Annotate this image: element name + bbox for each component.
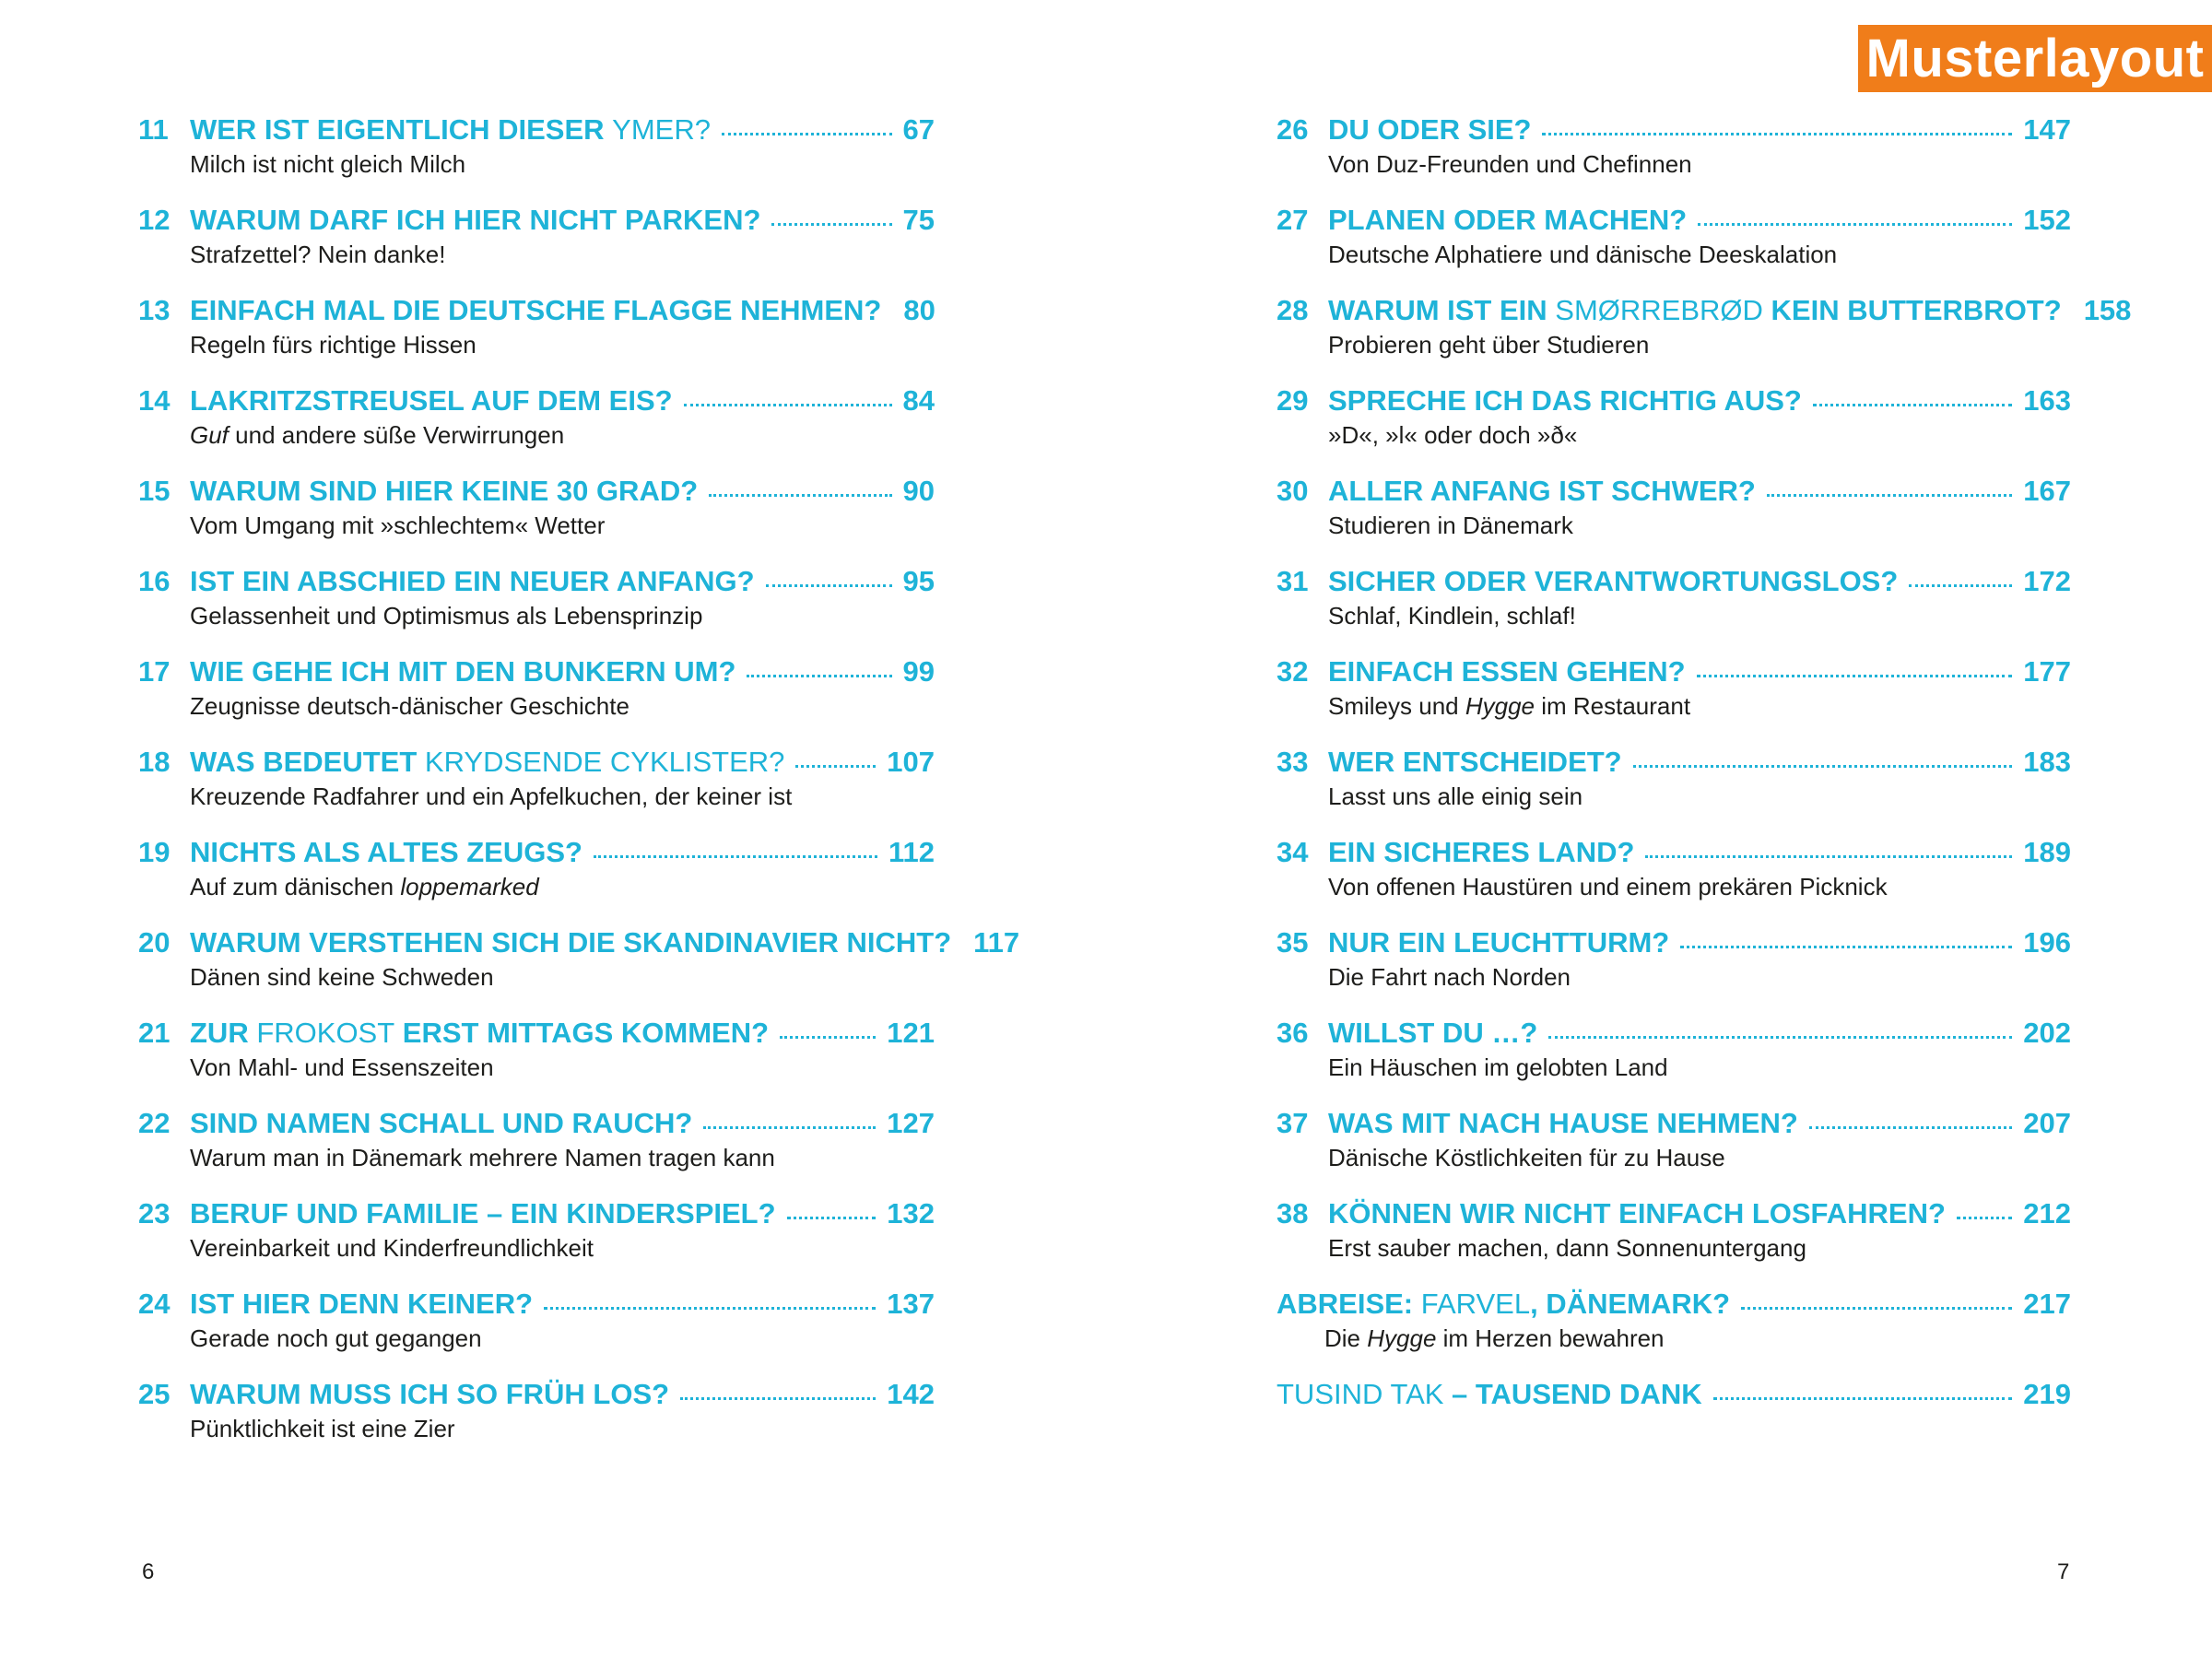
toc-entry-heading [1277,289,2132,332]
toc-entry[interactable] [138,1373,1097,1464]
dot-leader [771,222,891,226]
dot-leader [1645,854,2012,858]
toc-entry-heading [138,1373,935,1416]
chapter-page-number: 183 [2023,746,2071,778]
toc-entry[interactable] [1277,109,2071,199]
chapter-subtitle [190,511,605,540]
chapter-title-segment: YMER? [612,113,711,146]
toc-entry-heading [1277,1373,2071,1416]
chapter-page-number: 196 [2023,926,2071,959]
chapter-title [190,380,673,422]
chapter-subtitle [190,420,564,450]
toc-entry-heading [1277,1193,2071,1235]
dot-leader [1697,674,2013,677]
chapter-subtitle-segment: Smileys und [1328,692,1465,720]
toc-entry[interactable] [1277,289,2132,380]
chapter-page-number: 142 [887,1378,935,1410]
chapter-subtitle-segment: Die Fahrt nach Norden [1328,963,1571,991]
chapter-title-segment: PLANEN ODER MACHEN? [1328,204,1688,236]
toc-entry-heading [138,289,935,332]
toc-entry-heading [1277,1283,2071,1325]
chapter-subtitle-segment: Hygge [1367,1324,1437,1352]
chapter-title [190,560,755,603]
toc-entry[interactable] [1277,741,2071,831]
toc-entry[interactable] [1277,199,2071,289]
toc-entry[interactable] [138,470,1097,560]
dot-leader [1909,583,2012,587]
chapter-title [1328,1012,1537,1054]
chapter-page-number: 90 [902,475,935,507]
dot-leader [1957,1216,2012,1219]
dot-leader [1809,1125,2012,1129]
chapter-subtitle-segment: loppemarked [400,873,539,900]
page-number-right: 7 [2057,1559,2070,1584]
toc-entry[interactable] [138,1283,1097,1373]
dot-leader [1741,1306,2012,1310]
chapter-number: 22 [138,1107,171,1139]
chapter-title [190,289,881,332]
chapter-title [190,831,582,874]
chapter-page-number: 189 [2023,836,2071,868]
dot-leader [780,1035,876,1039]
chapter-title-segment: KÖNNEN WIR NICHT EINFACH LOSFAHREN? [1328,1197,1946,1230]
chapter-subtitle-segment: Pünktlichkeit ist eine Zier [190,1415,455,1442]
dot-leader [1698,222,2012,226]
chapter-number: 24 [138,1288,171,1320]
toc-entry[interactable] [1277,651,2071,741]
chapter-page-number: 121 [887,1017,935,1049]
chapter-subtitle-segment: Hygge [1465,692,1535,720]
chapter-subtitle [190,872,539,901]
dot-leader [684,403,892,406]
toc-entry[interactable] [1277,380,2071,470]
chapter-subtitle [1328,601,1576,630]
dot-leader [709,493,891,497]
chapter-page-number: 84 [902,384,935,417]
chapter-title [190,922,951,964]
chapter-subtitle [190,1053,494,1082]
chapter-subtitle [190,240,446,269]
chapter-title [1277,1373,1702,1416]
chapter-subtitle-segment: Regeln fürs richtige Hissen [190,331,477,359]
chapter-subtitle-segment: Studieren in Dänemark [1328,512,1573,539]
chapter-number: 15 [138,475,171,507]
chapter-number: 29 [1277,384,1309,417]
toc-entry-heading [1277,470,2071,512]
chapter-number: 13 [138,294,171,326]
toc-entry-heading [138,1193,935,1235]
chapter-title-segment: EIN SICHERES LAND? [1328,836,1635,868]
chapter-title [190,1283,533,1325]
chapter-subtitle [1324,1324,1665,1353]
chapter-title [1328,831,1634,874]
dot-leader [1542,132,2012,135]
chapter-page-number: 167 [2023,475,2071,507]
chapter-title-segment: DU ODER SIE? [1328,113,1532,146]
chapter-title [190,1373,669,1416]
toc-entry[interactable] [1277,1102,2071,1193]
chapter-subtitle-segment: Vom Umgang mit »schlechtem« Wetter [190,512,606,539]
chapter-title-segment: WARUM IST EIN [1328,294,1556,326]
chapter-number: 23 [138,1197,171,1230]
toc-entry-heading [1277,199,2071,241]
chapter-title-segment: FARVEL [1420,1288,1531,1320]
chapter-number: 26 [1277,113,1309,146]
chapter-title-segment: EINFACH ESSEN GEHEN? [1328,655,1686,688]
chapter-page-number: 202 [2023,1017,2071,1049]
chapter-subtitle-segment: Von Mahl- und Essenszeiten [190,1053,494,1081]
chapter-title [190,741,784,783]
toc-entry-heading [138,1102,935,1145]
chapter-subtitle-segment: Probieren geht über Studieren [1328,331,1650,359]
toc-entry[interactable] [1277,922,2071,1012]
toc-entry-heading [138,1012,935,1054]
chapter-title-segment: SMØRREBRØD [1555,294,1763,326]
chapter-title-segment: ALLER ANFANG IST SCHWER? [1328,475,1756,507]
chapter-subtitle [190,330,477,359]
dot-leader [703,1125,876,1129]
chapter-subtitle-segment: Auf zum dänischen [190,873,401,900]
dot-leader [747,674,891,677]
chapter-title-segment: NICHTS ALS ALTES ZEUGS? [190,836,582,868]
chapter-subtitle [1328,420,1577,450]
toc-entry-heading [1277,1102,2071,1145]
page-number-left: 6 [142,1559,155,1584]
chapter-title-segment: SPRECHE ICH DAS RICHTIG AUS? [1328,384,1802,417]
dot-leader [1813,403,2012,406]
toc-entry-heading [138,922,1020,964]
chapter-title [190,1102,692,1145]
toc-entry-heading [1277,1012,2071,1054]
chapter-title-segment: WARUM DARF ICH HIER NICHT PARKEN? [190,204,761,236]
chapter-subtitle-segment: Gerade noch gut gegangen [190,1324,482,1352]
chapter-page-number: 127 [887,1107,935,1139]
toc-entry-heading [138,380,935,422]
chapter-subtitle [190,149,465,179]
chapter-title [190,470,698,512]
chapter-title-segment: WARUM VERSTEHEN SICH DIE SKANDINAVIER NICHT? [190,926,952,959]
chapter-subtitle-segment: Deutsche Alphatiere und dänische Deeskalation [1328,241,1838,268]
chapter-page-number: 163 [2023,384,2071,417]
chapter-subtitle [1328,1143,1725,1172]
toc-entry[interactable] [1277,470,2071,560]
chapter-subtitle-segment: und andere süße Verwirrungen [228,421,565,449]
chapter-subtitle-segment: Dänische Köstlichkeiten für zu Hause [1328,1144,1725,1171]
chapter-subtitle [1328,240,1837,269]
chapter-number: 36 [1277,1017,1309,1049]
chapter-subtitle [190,962,494,992]
chapter-subtitle-segment: Dänen sind keine Schweden [190,963,494,991]
chapter-subtitle-segment: Milch ist nicht gleich Milch [190,150,466,178]
toc-entry[interactable] [1277,560,2071,651]
toc-entry-heading [1277,741,2071,783]
chapter-title [1277,1283,1730,1325]
chapter-title-segment: WILLST DU …? [1328,1017,1538,1049]
dot-leader [722,132,892,135]
chapter-subtitle-segment: Erst sauber machen, dann Sonnenuntergang [1328,1234,1806,1262]
chapter-page-number: 137 [887,1288,935,1320]
chapter-title-segment: IST EIN ABSCHIED EIN NEUER ANFANG? [190,565,755,597]
toc-entry-heading [138,1283,935,1325]
chapter-number: 14 [138,384,171,417]
chapter-title-segment: WIE GEHE ICH MIT DEN BUNKERN UM? [190,655,736,688]
chapter-subtitle-segment: Warum man in Dänemark mehrere Namen tragen kann [190,1144,775,1171]
chapter-title-segment: IST HIER DENN KEINER? [190,1288,534,1320]
chapter-number: 19 [138,836,171,868]
chapter-title [1328,109,1531,151]
toc-entry[interactable] [138,741,1097,831]
chapter-subtitle-segment: Zeugnisse deutsch-dänischer Geschichte [190,692,629,720]
chapter-page-number: 107 [887,746,935,778]
toc-right-column [1277,109,2132,1464]
chapter-subtitle-segment: Strafzettel? Nein danke! [190,241,446,268]
chapter-title [1328,380,1802,422]
chapter-title-segment: EINFACH MAL DIE DEUTSCHE FLAGGE NEHMEN? [190,294,882,326]
dot-leader [787,1216,877,1219]
toc-entry-heading [138,470,935,512]
chapter-number: 16 [138,565,171,597]
toc-entry[interactable] [138,922,1097,1012]
chapter-subtitle [190,1324,482,1353]
chapter-subtitle-segment: Ein Häuschen im gelobten Land [1328,1053,1668,1081]
chapter-page-number: 152 [2023,204,2071,236]
chapter-title-segment: KEIN BUTTERBROT? [1762,294,2062,326]
toc-entry[interactable] [1277,1012,2071,1102]
chapter-subtitle [190,1233,594,1263]
toc-entry-heading [1277,831,2071,874]
chapter-subtitle [190,782,792,811]
chapter-title-segment: BERUF UND FAMILIE – EIN KINDERSPIEL? [190,1197,776,1230]
chapter-title [190,1193,776,1235]
musterlayout-banner: Musterlayout [1858,25,2212,92]
chapter-page-number: 219 [2023,1378,2071,1410]
chapter-page-number: 117 [973,926,1020,959]
chapter-title [190,109,711,151]
chapter-subtitle [1328,511,1573,540]
toc-entry-heading [138,831,935,874]
chapter-subtitle [1328,872,1888,901]
chapter-page-number: 112 [888,836,935,868]
chapter-number: 12 [138,204,171,236]
chapter-subtitle [1328,1233,1806,1263]
toc-entry[interactable] [138,1102,1097,1193]
chapter-page-number: 95 [902,565,935,597]
chapter-title [1328,651,1686,693]
dot-leader [594,854,877,858]
dot-leader [795,764,876,768]
chapter-subtitle [190,1143,775,1172]
chapter-title [1328,1102,1798,1145]
chapter-title-segment: – TAUSEND DANK [1443,1378,1702,1410]
chapter-title-segment: NUR EIN LEUCHTTURM? [1328,926,1670,959]
chapter-number: 37 [1277,1107,1309,1139]
toc-entry[interactable] [138,199,1097,289]
chapter-number: 38 [1277,1197,1309,1230]
toc-entry[interactable] [138,831,1097,922]
chapter-number: 18 [138,746,171,778]
chapter-page-number: 147 [2023,113,2071,146]
chapter-subtitle [190,691,629,721]
chapter-number: 32 [1277,655,1309,688]
dot-leader [766,583,892,587]
toc-entry-heading [1277,380,2071,422]
chapter-page-number: 158 [2083,294,2132,326]
chapter-page-number: 80 [903,294,935,326]
chapter-number: 27 [1277,204,1309,236]
chapter-page-number: 172 [2023,565,2071,597]
chapter-subtitle [1328,149,1692,179]
toc-entry-heading [1277,651,2071,693]
dot-leader [680,1396,876,1400]
chapter-page-number: 217 [2023,1288,2071,1320]
chapter-number: 33 [1277,746,1309,778]
toc-entry[interactable] [1277,1193,2071,1283]
chapter-subtitle [1328,782,1583,811]
toc-entry[interactable] [138,1193,1097,1283]
chapter-title-segment: WER ENTSCHEIDET? [1328,746,1622,778]
chapter-subtitle-segment: im Herzen bewahren [1436,1324,1665,1352]
chapter-number: 30 [1277,475,1309,507]
toc-entry-heading [138,109,935,151]
chapter-subtitle [190,601,702,630]
chapter-number: 35 [1277,926,1309,959]
chapter-title-segment: WARUM MUSS ICH SO FRÜH LOS? [190,1378,670,1410]
dot-leader [1713,1396,2013,1400]
toc-entry-heading [1277,560,2071,603]
chapter-number: 34 [1277,836,1309,868]
chapter-subtitle-segment: »D«, »l« oder doch »ð« [1328,421,1578,449]
chapter-number: 21 [138,1017,171,1049]
chapter-title-segment: KRYDSENDE CYKLISTER? [424,746,785,778]
chapter-title-segment: ERST MITTAGS KOMMEN? [394,1017,770,1049]
dot-leader [1680,945,2012,948]
chapter-title-segment: ZUR [190,1017,257,1049]
chapter-page-number: 67 [902,113,935,146]
chapter-subtitle-segment: Gelassenheit und Optimismus als Lebensprinzip [190,602,703,629]
chapter-subtitle [1328,691,1690,721]
chapter-subtitle-segment: Kreuzende Radfahrer und ein Apfelkuchen, der keiner ist [190,782,793,810]
chapter-subtitle-segment: Die [1324,1324,1368,1352]
chapter-title [1328,470,1756,512]
chapter-page-number: 177 [2023,655,2071,688]
toc-entry[interactable] [138,560,1097,651]
chapter-title [190,651,735,693]
toc-entry[interactable] [138,380,1097,470]
chapter-title-segment: LAKRITZSTREUSEL AUF DEM EIS? [190,384,673,417]
chapter-title-segment: SIND NAMEN SCHALL UND RAUCH? [190,1107,693,1139]
chapter-page-number: 99 [902,655,935,688]
toc-entry-heading [138,741,935,783]
chapter-page-number: 132 [887,1197,935,1230]
chapter-subtitle-segment: Vereinbarkeit und Kinderfreundlichkeit [190,1234,594,1262]
chapter-title [1328,199,1687,241]
toc-entry[interactable] [138,651,1097,741]
toc-entry[interactable] [1277,1373,2071,1464]
chapter-subtitle-segment: im Restaurant [1535,692,1691,720]
dot-leader [1633,764,2013,768]
chapter-title-segment: FROKOST [256,1017,395,1049]
chapter-page-number: 212 [2023,1197,2071,1230]
dot-leader [544,1306,876,1310]
chapter-subtitle [1328,330,1649,359]
toc-left-column [138,109,1097,1464]
chapter-number: 31 [1277,565,1309,597]
chapter-title [1328,922,1669,964]
chapter-number: 25 [138,1378,171,1410]
toc-entry[interactable] [1277,1283,2071,1373]
chapter-title [1328,289,2062,332]
chapter-title [190,1012,769,1054]
chapter-page-number: 207 [2023,1107,2071,1139]
toc-entry[interactable] [1277,831,2071,922]
chapter-subtitle-segment: Von offenen Haustüren und einem prekären Picknick [1328,873,1888,900]
chapter-number: 11 [138,113,169,146]
toc-entry-heading [138,560,935,603]
chapter-subtitle-segment: Schlaf, Kindlein, schlaf! [1328,602,1576,629]
dot-leader [1548,1035,2012,1039]
chapter-title [1328,741,1622,783]
chapter-title [190,199,760,241]
toc-entry[interactable] [138,1012,1097,1102]
toc-entry-heading [1277,109,2071,151]
chapter-title-segment: WARUM SIND HIER KEINE 30 GRAD? [190,475,699,507]
chapter-title [1328,1193,1946,1235]
dot-leader [1767,493,2012,497]
chapter-subtitle [1328,1053,1668,1082]
toc-entry-heading [138,199,935,241]
chapter-subtitle-segment: Guf [190,421,229,449]
chapter-title [1328,560,1898,603]
toc-entry[interactable] [138,289,1097,380]
chapter-title-segment: , DÄNEMARK? [1530,1288,1731,1320]
chapter-subtitle [1328,962,1571,992]
chapter-title-segment: ABREISE: [1277,1288,1421,1320]
chapter-title-segment: TUSIND TAK [1277,1378,1444,1410]
toc-entry-heading [1277,922,2071,964]
chapter-number: 20 [138,926,171,959]
chapter-subtitle [190,1414,455,1443]
chapter-number: 17 [138,655,171,688]
chapter-number: 28 [1277,294,1309,326]
chapter-title-segment: WER IST EIGENTLICH DIESER [190,113,613,146]
toc-entry[interactable] [138,109,1097,199]
chapter-title-segment: SICHER ODER VERANTWORTUNGSLOS? [1328,565,1899,597]
chapter-page-number: 75 [902,204,935,236]
chapter-title-segment: WAS MIT NACH HAUSE NEHMEN? [1328,1107,1798,1139]
chapter-title-segment: WAS BEDEUTET [190,746,425,778]
chapter-subtitle-segment: Von Duz-Freunden und Chefinnen [1328,150,1692,178]
toc-entry-heading [138,651,935,693]
chapter-subtitle-segment: Lasst uns alle einig sein [1328,782,1583,810]
